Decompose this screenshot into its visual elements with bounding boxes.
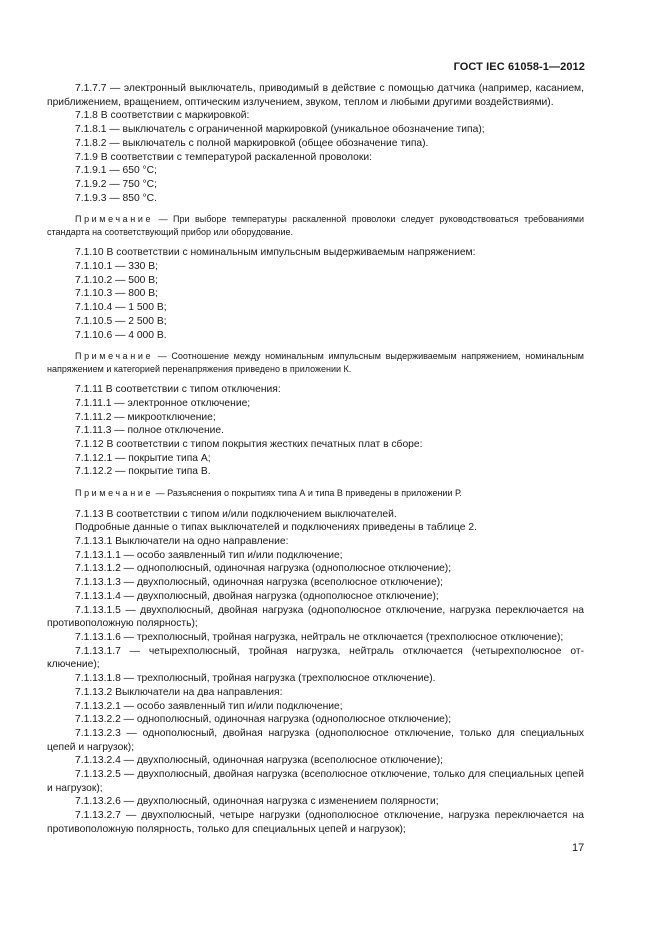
paragraph: 7.1.11.1 — электронное отключение; <box>75 397 251 409</box>
paragraph: 7.1.9.3 — 850 °С. <box>75 192 157 204</box>
note <box>47 350 584 375</box>
paragraph: 7.1.13.1.5 — двухполюсный, двойная нагрузка (однополюсное отключение, нагрузка переключается на противоположную полярность); <box>47 604 584 630</box>
paragraph: 7.1.13.1.3 — двухполюсный, одиночная нагрузка (всеполюсное отключение); <box>75 577 444 589</box>
paragraph: 7.1.11 В соответствии с типом отключения: <box>75 384 281 396</box>
spacer <box>47 205 584 213</box>
paragraph: 7.1.10.1 — 330 В; <box>75 261 159 273</box>
paragraph: 7.1.13.2.5 — двухполюсный, двойная нагрузка (всеполюсное отключение, только для специальных цепей и нагрузок); <box>47 769 584 794</box>
spacer <box>47 238 584 246</box>
paragraph: 7.1.8 В соответствии с маркировкой: <box>75 110 250 122</box>
paragraph: 7.1.13.2.6 — двухполюсный, одиночная нагрузка с изменением полярности; <box>75 796 439 808</box>
note-text: — При выборе температуры раскаленной проволоки следует руководствоваться требованиями стандарта на соответствующий прибор или оборудование. <box>47 214 584 237</box>
paragraph: 7.1.10.5 — 2 500 В; <box>75 315 167 327</box>
paragraph: 7.1.13.1.7 — четырехполюсный, тройная нагрузка, нейтраль отключается (четырехполюсное отключение); <box>47 645 584 671</box>
paragraph: 7.1.13.2.2 — однополюсный, одиночная нагрузка (однополюсное отключение); <box>75 714 452 726</box>
page-number: 17 <box>572 842 585 854</box>
paragraph: 7.1.10.6 — 4 000 В. <box>75 329 167 341</box>
spacer <box>47 342 584 350</box>
paragraph: 7.1.12 В соответствии с типом покрытия жестких печатных плат в сборе: <box>75 439 423 451</box>
document-code-header: ГОСТ IEC 61058-1—2012 <box>453 61 585 73</box>
paragraph: 7.1.11.3 — полное отключение. <box>75 425 225 437</box>
paragraph: 7.1.10.4 — 1 500 В; <box>75 302 167 314</box>
paragraph: 7.1.12.1 — покрытие типа А; <box>75 452 211 464</box>
paragraph: 7.1.11.2 — микроотключение; <box>75 411 216 423</box>
paragraph: 7.1.13.2.7 — двухполюсный, четыре нагрузки (однополюсное отключение, нагрузка переключается на противоположную полярность, только для специальных цепей и нагрузок); <box>47 810 584 835</box>
paragraph: 7.1.13.1.1 — особо заявленный тип и/или подключение; <box>75 549 343 561</box>
paragraph: 7.1.13.1.2 — однополюсный, одиночная нагрузка (однополюсное отключение); <box>75 563 452 575</box>
paragraph: 7.1.13.2 Выключатели на два направления: <box>75 686 283 698</box>
paragraph: 7.1.13.1.6 — трехполюсный, тройная нагрузка, нейтраль не отключается (трехполюсное отключение); <box>75 632 564 643</box>
paragraph: 7.1.13.1.4 — двухполюсный, двойная нагрузка (однополюсное отключение); <box>75 590 439 602</box>
paragraph: Подробные данные о типах выключателей и подключениях приведены в таблице 2. <box>75 522 477 534</box>
paragraph: 7.1.13.2.3 — однополюсный, двойная нагрузка (однополюсное отключение, только для специальных цепей и нагрузок); <box>47 727 584 753</box>
spacer <box>47 500 584 508</box>
document-body <box>47 82 584 837</box>
paragraph: 7.1.9 В соответствии с температурой раскаленной проволоки: <box>75 151 372 163</box>
paragraph: 7.1.7.7 — электронный выключатель, приводимый в действие с помощью датчика (например, касанием, приближением, вращением, оптическим излучением, звуком, теплом и любыми другими воздействиями). <box>47 83 584 108</box>
note <box>47 487 584 500</box>
note-text: — Соотношение между номинальным импульсным выдерживаемым напряжением, номинальным напряжением и категорией перенапряжения приведено в приложении К. <box>47 351 584 374</box>
paragraph: 7.1.8.2 — выключатель с полной маркировкой (общее обозначение типа). <box>75 137 429 149</box>
paragraph: 7.1.13.1.8 — трехполюсный, тройная нагрузка (трехполюсное отключение). <box>75 673 436 685</box>
note-label: Примечание <box>75 214 154 225</box>
paragraph: 7.1.8.1 — выключатель с ограниченной маркировкой (уникальное обозначение типа); <box>75 124 485 136</box>
paragraph: 7.1.13.2.4 — двухполюсный, одиночная нагрузка (всеполюсное отключение); <box>75 755 444 767</box>
note-label: Примечание <box>75 351 154 362</box>
paragraph: 7.1.10.3 — 800 В; <box>75 288 159 300</box>
spacer <box>47 375 584 383</box>
paragraph: 7.1.9.1 — 650 °С; <box>75 165 157 177</box>
paragraph: 7.1.10.2 — 500 В; <box>75 274 159 286</box>
note-text: — Разъяснения о покрытиях типа А и типа В приведены в приложении Р. <box>155 488 462 499</box>
note-label: Примечание <box>75 488 154 499</box>
paragraph: 7.1.9.2 — 750 °С; <box>75 178 157 190</box>
paragraph: 7.1.13.2.1 — особо заявленный тип и/или подключение; <box>75 700 343 712</box>
paragraph: 7.1.13 В соответствии с типом и/или подключением выключателей. <box>75 508 397 520</box>
paragraph: 7.1.13.1 Выключатели на одно направление: <box>75 536 289 548</box>
paragraph: 7.1.12.2 — покрытие типа В. <box>75 466 211 478</box>
note <box>47 213 584 238</box>
paragraph: 7.1.10 В соответствии с номинальным импульсным выдерживаемым напряжением: <box>75 247 476 259</box>
spacer <box>47 479 584 487</box>
